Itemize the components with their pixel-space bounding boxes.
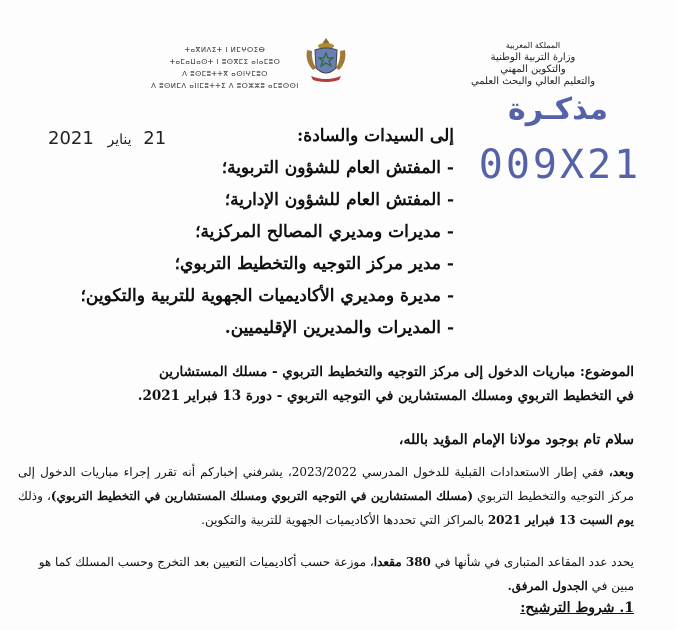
tifinagh-line-4: ⴷ ⵓⵙⵍⵎⴷ ⴰⵏⵏⵎⵓⵜⵜⵉ ⴷ ⵓⵔⵣⵣⵓ ⴰⵎⵓⵙⵙⵏ <box>151 82 299 90</box>
paragraph-2-bold-b: الجدول المرفق. <box>507 579 588 593</box>
paragraph-1-bold-a: (مسلك المستشارين في التوجيه التربوي ومسلك المستشارين في التخطيط التربوي) <box>50 489 474 503</box>
subject-line-1 <box>18 360 634 384</box>
recipient-item: - المفتش العام للشؤون الإدارية؛ <box>224 190 454 210</box>
memo-title: مذكـرة <box>508 92 608 127</box>
tifinagh-line-2: ⵜⴰⵎⴰⵡⴰⵙⵜ ⵏ ⵓⵙⴳⵎⵉ ⴰⵏⴰⵎⵓⵔ <box>169 58 281 66</box>
date-day: 21 <box>143 128 167 149</box>
ministry-header-tifinagh <box>150 44 300 92</box>
kingdom-label: المملكة المغربية <box>505 41 561 50</box>
paragraph-1-bold-b: يوم السبت 13 فبراير 2021 <box>487 513 634 527</box>
date-year: 2021 <box>48 128 94 149</box>
tifinagh-line-1: ⵜⴰⴳⵍⴷⵉⵜ ⵏ ⵍⵎⵖⵔⵉⴱ <box>184 46 266 54</box>
recipient-item: - مديرات ومديري المصالح المركزية؛ <box>195 222 454 242</box>
ministry-line-1: وزارة التربية الوطنية <box>490 52 576 63</box>
date-month: يناير <box>107 132 132 148</box>
memo-number: 009X21 <box>478 142 642 188</box>
ministry-line-2: والتكوين المهني <box>500 64 566 75</box>
subject-line-2: في التخطيط التربوي ومسلك المستشارين في التوجيه التربوي - دورة 13 فبراير 2021. <box>137 388 634 404</box>
recipient-item: - المفتش العام للشؤون التربوية؛ <box>221 158 454 178</box>
recipient-item: - مديرة ومديري الأكاديميات الجهوية للتربية والتكوين؛ <box>80 286 454 306</box>
paragraph-2-text-a: يحدد عدد المقاعد المتبارى في شأنها في <box>430 555 634 569</box>
paragraph-1-text-b: ، وذلك <box>18 489 51 503</box>
recipient-item: - المديرات والمديرين الإقليميين. <box>224 318 454 338</box>
paragraph-lead: وبعد، <box>608 465 634 479</box>
recipient-item: - مدير مركز التوجيه والتخطيط التربوي؛ <box>174 254 454 274</box>
ministry-line-3: والتعليم العالي والبحث العلمي <box>470 76 596 87</box>
memo-date <box>48 128 166 149</box>
section-heading-1: 1. شروط الترشيح: <box>520 600 634 616</box>
subject-label: الموضوع: <box>579 364 634 380</box>
paragraph-1-text-c: بالمراكز التي تحددها الأكاديميات الجهوية للتربية والتكوين. <box>201 513 488 527</box>
greeting: سلام تام بوجود مولانا الإمام المؤيد بالله، <box>398 432 634 448</box>
recipients-heading: إلى السيدات والسادة: <box>297 126 454 146</box>
ministry-header-arabic <box>408 40 658 88</box>
paragraph-2-bold-a: 380 مقعدا <box>373 555 431 569</box>
paragraph-2 <box>18 550 634 598</box>
paragraph-2-text-b: ، موزعة حسب أكاديميات التعيين بعد التخرج وحسب المسلك كما هو مبين في <box>38 555 634 593</box>
tifinagh-line-3: ⴷ ⵓⵙⵎⵓⵜⵜⴳ ⴰⵙⵏⵖⵎⵓⵔ <box>182 70 268 78</box>
paragraph-1 <box>18 460 634 532</box>
subject-block <box>18 360 634 408</box>
royal-coat-of-arms-icon <box>303 36 349 84</box>
paragraph-1-text-a: ففي إطار الاستعدادات القبلية للدخول المدرسي 2023/2022، يشرفني إخباركم أنه تقرر إجراء مباريات الدخول إلى مركز التوجيه والتخطيط التربوي <box>18 465 634 503</box>
subject-text-1: مباريات الدخول إلى مركز التوجيه والتخطيط التربوي - مسلك المستشارين <box>158 364 576 380</box>
